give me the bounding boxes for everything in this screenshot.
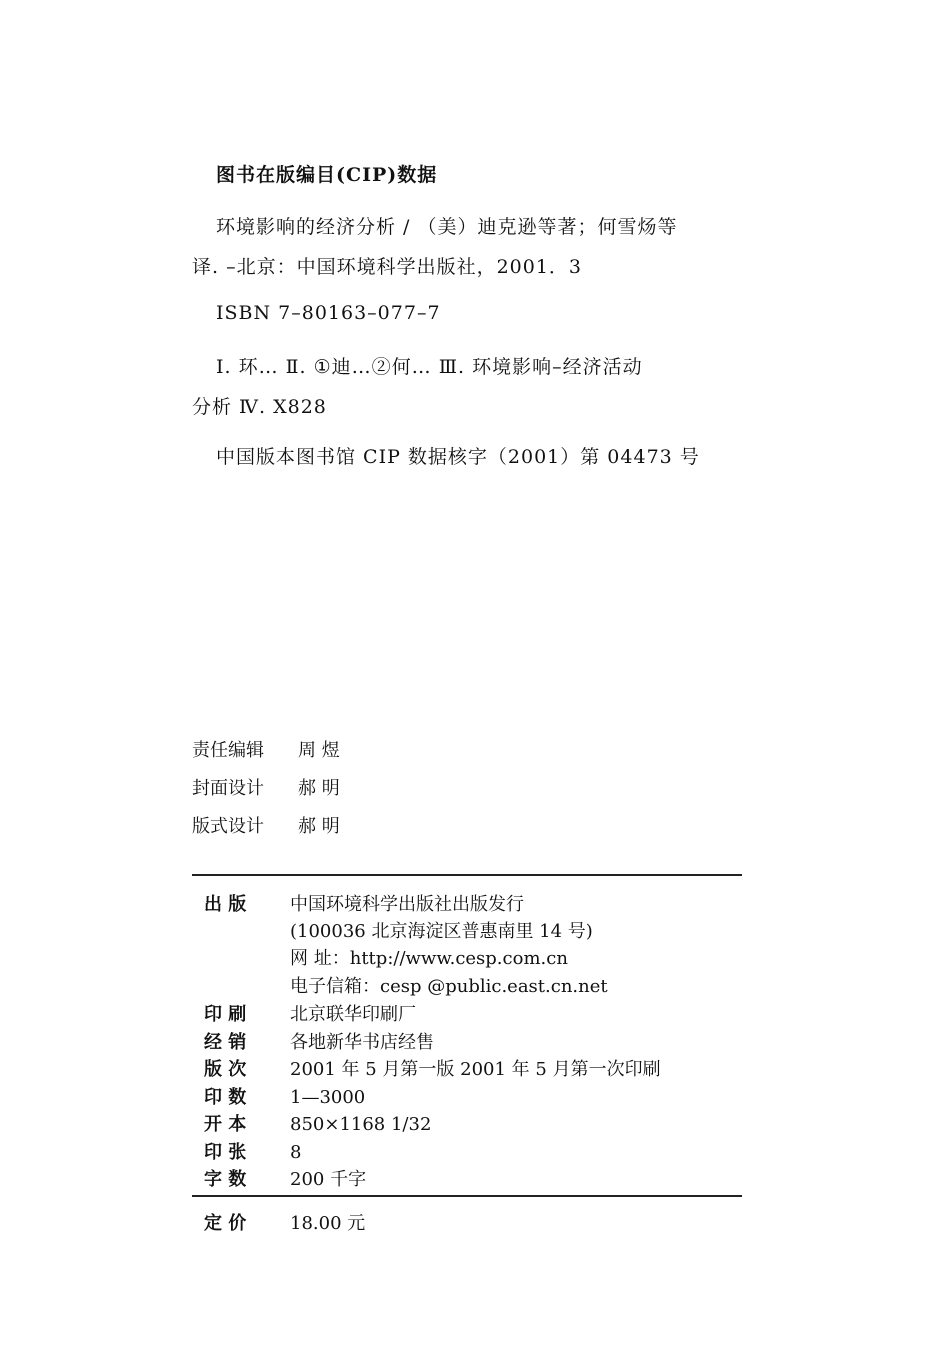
isbn: ISBN 7–80163–077–7 [216,302,441,324]
price-key: 定 价 [204,1213,247,1234]
price-row [204,1209,365,1235]
credit-label: 版式设计 [192,816,264,837]
row-key: 印 数 [204,1087,247,1108]
bottom-rule [192,1195,742,1197]
credit-editor [192,736,340,762]
row-value: 北京联华印刷厂 [290,1004,416,1025]
website-label: 网 址： [290,948,350,969]
credit-name: 郝 明 [298,816,340,837]
row-key: 字 数 [204,1169,247,1190]
row-value: 200 千字 [290,1169,367,1190]
row-key: 版 次 [204,1059,247,1080]
cip-heading: 图书在版编目(CIP)数据 [216,164,438,186]
cip-description-line1: 环境影响的经济分析 / （美）迪克逊等著；何雪炀等 [216,216,678,238]
row-value: 850×1168 1/32 [290,1114,432,1135]
credit-name: 周 煜 [298,740,340,761]
row-value: 各地新华书店经售 [290,1032,434,1053]
edition-row [204,1055,661,1081]
credit-label: 封面设计 [192,778,264,799]
email-row [290,972,608,998]
format-row [204,1110,431,1136]
credit-cover-design [192,774,340,800]
top-rule [192,874,742,876]
website-value: http://www.cesp.com.cn [349,948,568,969]
classification-line1: Ⅰ. 环… Ⅱ. ①迪…②何… Ⅲ. 环境影响–经济活动 [216,356,643,378]
row-value: 8 [290,1142,302,1163]
sheets-row [204,1138,301,1164]
row-key: 开 本 [204,1114,247,1135]
credit-layout-design [192,812,340,838]
row-value: 2001 年 5 月第一版 2001 年 5 月第一次印刷 [290,1059,661,1080]
email-value: cesp @public.east.cn.net [380,976,608,997]
publisher-row [204,890,524,916]
email-label: 电子信箱： [290,976,380,997]
website-row [290,944,568,970]
print-run-row [204,1083,365,1109]
publisher-address: (100036 北京海淀区普惠南里 14 号) [290,921,593,942]
printer-row [204,1000,416,1026]
publisher-key: 出 版 [204,894,247,915]
cip-description-line2: 译. –北京：中国环境科学出版社，2001．3 [192,256,583,278]
price-value: 18.00 元 [290,1213,366,1234]
distributor-row [204,1028,434,1054]
cip-number: 中国版本图书馆 CIP 数据核字（2001）第 04473 号 [216,446,700,468]
credit-name: 郝 明 [298,778,340,799]
row-key: 经 销 [204,1032,247,1053]
row-key: 印 张 [204,1142,247,1163]
row-key: 印 刷 [204,1004,247,1025]
publisher-value: 中国环境科学出版社出版发行 [290,894,524,915]
credit-label: 责任编辑 [192,740,264,761]
word-count-row [204,1165,366,1191]
row-value: 1—3000 [290,1087,366,1108]
classification-line2: 分析 Ⅳ. X828 [192,396,327,418]
